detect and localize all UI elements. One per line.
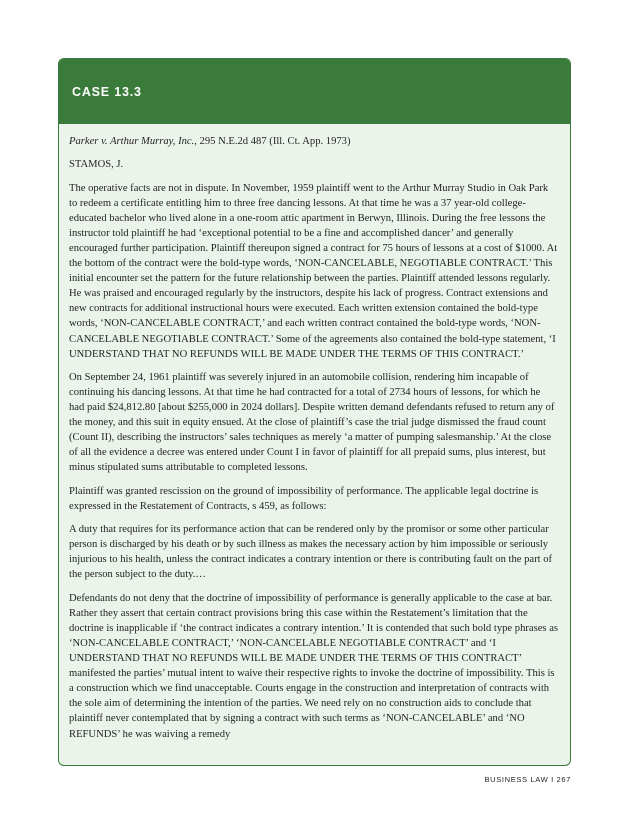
citation-case-name: Parker v. Arthur Murray, Inc. [69,136,195,147]
paragraph-facts: The operative facts are not in dispute. In November, 1959 plaintiff went to the Arthur Murray Studio in Oak Park to redeem a certificate entitling him to three free dancing lessons. At that time he was a 37 year-old college-educated bachelor who lived alone in a one-room attic apartment in Berwyn, Illinois. During the free lessons the instructor told plaintiff he had ‘exceptional potential to be a fine and accomplished dancer’ and generally encouraged further participation. Plaintiff thereupon signed a contract for 75 hours of lessons at a cost of $1000. At the bottom of the contract were the bold-type words, ‘NON-CANCELABLE, NEGOTIABLE CONTRACT.’ This initial encounter set the pattern for the future relationship between the parties. Plaintiff attended lessons regularly. He was praised and encouraged regularly by the instructors, despite his lack of progress. Contract extensions and new contracts for additional instructional hours were executed. Each written extension contained the bold-type words, ‘NON-CANCELABLE CONTRACT,’ and each written contract contained the bold-type words, ‘NON-CANCELABLE NEGOTIABLE CONTRACT.’ Some of the agreements also contained the bold-type statement, ‘I UNDERSTAND THAT NO REFUNDS WILL BE MADE UNDER THE TERMS OF THIS CONTRACT.’ [69,182,558,360]
case-body [59,124,570,742]
paragraph-defendants-argument: Defendants do not deny that the doctrine of impossibility of performance is generally applicable to the case at bar. Rather they assert that certain contract provisions bring this case within the Restatement’s limitation that the doctrine is inapplicable if ‘the contract indicates a contrary intention.’ It is contended that such bold type phrases as ‘NON-CANCELABLE CONTRACT,’ ‘NON-CANCELABLE NEGOTIABLE CONTRACT’ and ‘I UNDERSTAND THAT NO REFUNDS WILL BE MADE UNDER THE TERMS OF THIS CONTRACT’ manifested the parties’ mutual intent to waive their respective rights to invoke the doctrine of impossibility. This is a construction which we find unacceptable. Courts engage in the construction and interpretation of contracts with the sole aim of determining the intention of the parties. We need rely on no construction aids to conclude that plaintiff never contemplated that by signing a contract with such terms as ‘NON-CANCELABLE’ and ‘NO REFUNDS’ he was waiving a remedy [69,592,559,740]
case-title: CASE 13.3 [72,84,142,99]
paragraph-injury: On September 24, 1961 plaintiff was severely injured in an automobile collision, rendering him incapable of continuing his dancing lessons. At that time he had contracted for a total of 2734 hours of lessons, for which he had paid $24,812.80 [about $255,000 in 2024 dollars]. Despite written demand defendants refused to return any of the money, and this suit in equity ensued. At the close of plaintiff’s case the trial judge dismissed the fraud count (Count II), describing the instructors’ sales techniques as merely ‘a matter of pumping salesmanship.’ At the close of all the evidence a decree was entered under Count I in favor of plaintiff for all prepaid sums, plus interest, but minus stipulated sums attributable to completed lessons. [69,371,555,474]
case-box [58,58,571,766]
case-citation [69,134,558,149]
paragraph-restatement-quote: A duty that requires for its performance action that can be rendered only by the promisor or some other particular person is discharged by his death or by such illness as makes the necessary action by him impossible or seriously injurious to his health, unless the contract indicates a contrary intention or there is contributing fault on the part of the person subject to the duty.… [69,524,553,581]
paragraph-rescission: Plaintiff was granted rescission on the ground of impossibility of performance. The applicable legal doctrine is expressed in the Restatement of Contracts, s 459, as follows: [69,485,539,512]
case-header [59,59,570,124]
citation-reference: , 295 N.E.2d 487 (Ill. Ct. App. 1973) [194,136,351,147]
judge-name: STAMOS, J. [69,159,124,171]
page-footer: BUSINESS LAW I 267 [484,775,571,784]
